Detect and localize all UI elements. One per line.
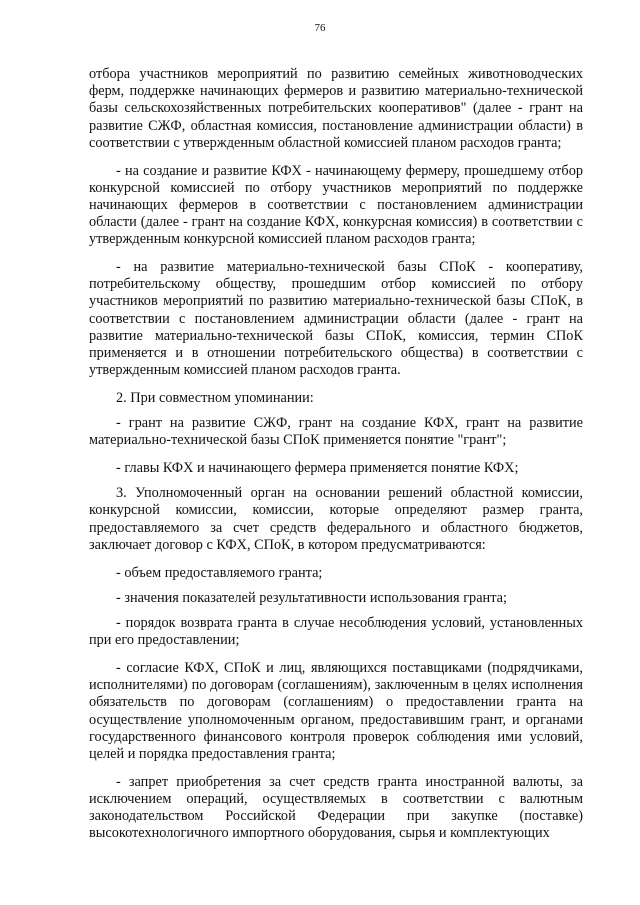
page-number: 76 [314,22,326,34]
list-item-consent-to-audit: - согласие КФХ, СПоК и лиц, являющихся поставщиками (подрядчиками, исполнителями) по договорам (соглашениям), заключенным в целях исполнения обязательств по договорам (соглашениям) о предоставлении гранта на осуществление уполномоченным органом, предоставившим грант, и органами государственного финансового контроля проверок соблюдения ими условий, целей и порядка предоставления гранта; [89,659,583,762]
paragraph-grant-term: - грант на развитие СЖФ, грант на создание КФХ, грант на развитие материально-технической базы СПоК применяется понятие "грант"; [89,415,583,449]
paragraph-spok-grant: - на развитие материально-технической базы СПоК - кооперативу, потребительскому обществу, прошедшим отбор комиссией по отбору участников мероприятий по развитию материально-технической базы СПоК, в соответствии с постановлением администрации области (далее - грант на развитие материально-технической базы СПоК, комиссия, термин СПоК применяется и в отношении потребительского общества) в соответствии с утвержденным комиссией планом расходов гранта. [89,259,583,379]
paragraph-continuation: отбора участников мероприятий по развитию семейных животноводческих ферм, поддержке начинающих фермеров и развитию материально-технической базы сельскохозяйственных потребительских кооперативов" (далее - грант на развитие СЖФ, областная комиссия, постановление администрации области) в соответствии с утвержденным областной комиссией планом расходов гранта; [89,66,583,151]
list-item-grant-volume: - объем предоставляемого гранта; [116,564,323,581]
paragraph-kfh-term: - главы КФХ и начинающего фермера применяется понятие КФХ; [116,460,519,477]
paragraph-section-2: 2. При совместном упоминании: [116,389,314,406]
list-item-refund-procedure: - порядок возврата гранта в случае несоблюдения условий, установленных при его предоставлении; [89,614,583,649]
paragraph-section-3: 3. Уполномоченный орган на основании решений областной комиссии, конкурсной комиссии, комиссии, которые определяют размер гранта, предоставляемого за счет средств федерального и областного бюджетов, заключает договор с КФХ, СПоК, в котором предусматриваются: [89,485,583,553]
document-body [89,66,583,853]
paragraph-kfh-grant: - на создание и развитие КФХ - начинающему фермеру, прошедшему отбор конкурсной комиссией по отбору участников мероприятий по поддержке начинающих фермеров в соответствии с постановлением администрации области (далее - грант на создание КФХ, конкурсная комиссия) в соответствии с утвержденным конкурсной комиссией планом расходов гранта; [89,162,583,248]
list-item-performance-indicators: - значения показателей результативности использования гранта; [116,589,507,606]
list-item-currency-ban: - запрет приобретения за счет средств гранта иностранной валюты, за исключением операций, осуществляемых в соответствии с валютным законодательством Российской Федерации при закупке (поставке) высокотехнологичного импортного оборудования, сырья и комплектующих [89,773,583,842]
